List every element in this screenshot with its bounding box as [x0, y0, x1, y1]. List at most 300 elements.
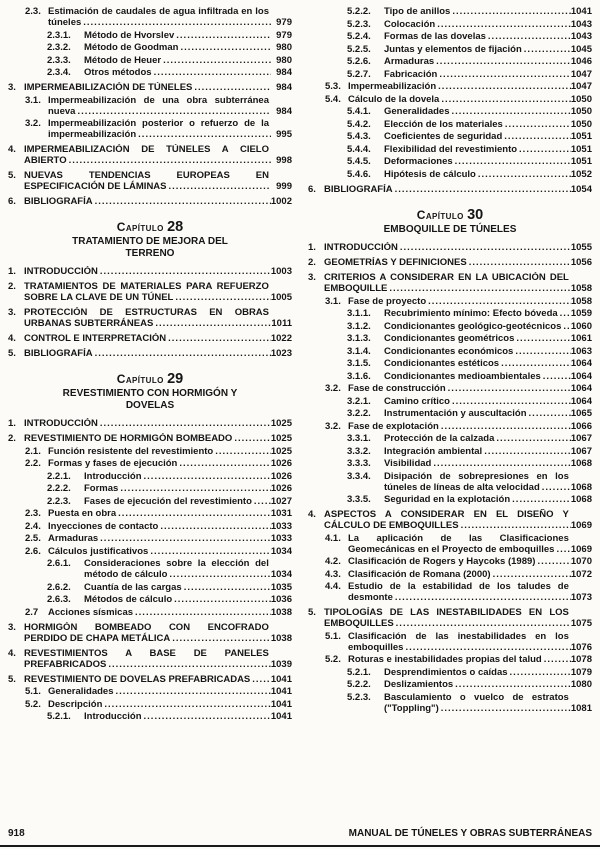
entry-number: 3.2.1. [347, 395, 371, 407]
entry-page-number: 1003 [270, 266, 292, 277]
entry-number: 5. [308, 607, 316, 618]
entry-number: 2.6. [25, 545, 41, 557]
entry-title: TRATAMIENTOS DE MATERIALES PARA REFUERZO SOBRE LA CLAVE DE UN TÚNEL ..... [24, 281, 271, 303]
toc-entry [308, 19, 592, 30]
entry-number: 6. [308, 183, 316, 195]
entry-number: 3.1.5. [347, 358, 371, 369]
entry-page-number: 979 [276, 17, 292, 28]
chapter-label: Capítulo [416, 207, 464, 222]
entry-number: 2.7 [25, 606, 39, 618]
entry-number: 2.3. [25, 6, 41, 17]
entry-title: PROTECCIÓN DE ESTRUCTURAS EN OBRAS URBANAS SUBTERRÁNEAS ..... [24, 307, 271, 329]
entry-number: 1. [308, 242, 316, 253]
entry-title: Formas de las dovelas ..... [384, 31, 571, 42]
entry-title: Impermeabilización de una obra subterránea nueva ..... [48, 95, 271, 117]
entry-title: Condicionantes medioambientales ..... [384, 371, 571, 382]
entry-number: 5. [8, 170, 16, 181]
footer-page-number: 918 [8, 828, 25, 839]
entry-number: 5.2.3. [347, 691, 371, 703]
entry-page-number: 1027 [270, 495, 292, 507]
entry-number: 3.1.6. [347, 370, 371, 382]
entry-number: 5.3. [325, 81, 341, 92]
entry-page-number: 1025 [270, 445, 292, 457]
chapter-title [8, 220, 292, 235]
entry-title: La aplicación de las Clasificaciones Geomecánicas en el Proyecto de emboquilles ..... [348, 533, 571, 555]
toc-entry [308, 458, 592, 469]
toc-entry [308, 308, 592, 319]
entry-page-number: 1034 [270, 545, 292, 557]
toc-entry [308, 569, 592, 580]
entry-title: Flexibilidad del revestimiento ..... [384, 144, 571, 155]
entry-number: 4.1. [325, 532, 341, 544]
entry-page-number: 1054 [570, 183, 592, 195]
chapter-number: 30 [467, 206, 484, 223]
entry-title: Recubrimiento mínimo: Efecto bóveda ..... [384, 308, 571, 319]
entry-page-number: 1031 [270, 508, 292, 519]
entry-number: 3. [308, 272, 316, 283]
toc-entry [308, 421, 592, 432]
chapter-label: Capítulo [116, 372, 164, 386]
entry-title: Estudio de la estabilidad de los taludes de desmonte ..... [348, 581, 571, 603]
toc-entry [308, 607, 592, 629]
entry-number: 3.1. [25, 94, 41, 106]
entry-page-number: 1068 [570, 458, 592, 469]
entry-title: Basculamiento o vuelco de estratos ("Toppling") ..... [384, 692, 571, 714]
entry-number: 3.1.1. [347, 308, 371, 319]
entry-page-number: 1047 [570, 68, 592, 80]
entry-number: 3.3.5. [347, 494, 371, 505]
entry-number: 3.2. [325, 383, 341, 394]
entry-number: 3.1.4. [347, 345, 371, 357]
entry-page-number: 1072 [570, 568, 592, 580]
entry-number: 5.4.6. [347, 168, 371, 180]
entry-page-number: 1050 [570, 93, 592, 105]
entry-title: Impermeabilización posterior o refuerzo de la impermeabilización ..... [48, 118, 271, 140]
entry-page-number: 1064 [570, 383, 592, 394]
entry-number: 4.2. [325, 556, 341, 567]
entry-number: 3. [8, 307, 16, 318]
toc-entry [308, 106, 592, 117]
entry-page-number: 1041 [270, 711, 292, 722]
toc-entry [8, 281, 292, 303]
entry-number: 4. [8, 647, 16, 659]
toc-entry [308, 44, 592, 55]
entry-number: 2.3.1. [47, 29, 71, 41]
chapter-number: 29 [167, 371, 184, 387]
toc-entry [8, 521, 292, 532]
entry-number: 3.3.2. [347, 445, 371, 457]
entry-number: 2. [308, 257, 316, 268]
toc-entry [8, 483, 292, 494]
entry-page-number: 1066 [570, 420, 592, 432]
chapter-title [308, 208, 592, 223]
chapter-subtitle: REVESTIMIENTO CON HORMIGÓN Y DOVELAS [62, 388, 238, 411]
entry-page-number: 998 [276, 155, 292, 166]
toc-entry [8, 307, 292, 329]
entry-title: Acciones sísmicas ..... [48, 607, 271, 618]
entry-page-number: 1025 [270, 418, 292, 429]
chapter-heading [8, 220, 292, 259]
entry-page-number: 1073 [570, 592, 592, 603]
chapter-heading [8, 372, 292, 411]
toc-entry [8, 533, 292, 544]
toc-entry [8, 508, 292, 519]
toc-entry [308, 408, 592, 419]
entry-page-number: 1026 [270, 458, 292, 469]
entry-title: Armaduras ..... [384, 56, 571, 67]
entry-page-number: 1080 [570, 679, 592, 690]
entry-title: Coeficientes de seguridad ..... [384, 131, 571, 142]
entry-title: REVESTIMIENTOS A BASE DE PANELES PREFABRICADOS ..... [24, 648, 271, 670]
toc-entry [308, 6, 592, 17]
entry-number: 5.1. [25, 686, 41, 697]
entry-title: BIBLIOGRAFÍA ..... [24, 196, 271, 207]
entry-page-number: 1069 [570, 520, 592, 531]
entry-page-number: 1023 [270, 348, 292, 359]
entry-number: 2.6.3. [47, 594, 71, 605]
toc-entry [308, 654, 592, 665]
entry-number: 5.2.5. [347, 43, 371, 55]
entry-title: Deformaciones ..... [384, 156, 571, 167]
entry-title: Descripción ..... [48, 699, 271, 710]
toc-entry [8, 648, 292, 670]
entry-number: 5.2.2. [347, 679, 371, 690]
entry-number: 2. [8, 281, 16, 292]
entry-page-number: 1064 [570, 395, 592, 407]
entry-page-number: 980 [276, 54, 292, 66]
entry-title: Camino crítico ..... [384, 396, 571, 407]
entry-page-number: 1063 [570, 345, 592, 357]
entry-page-number: 1047 [570, 81, 592, 92]
toc-entry [8, 118, 292, 140]
toc-entry [308, 156, 592, 167]
entry-page-number: 1025 [270, 433, 292, 444]
toc-entry [308, 94, 592, 105]
chapter-subtitle: TRATAMIENTO DE MEJORA DEL TERRENO [72, 236, 228, 259]
toc-entry [8, 348, 292, 359]
entry-page-number: 1038 [270, 632, 292, 644]
entry-page-number: 995 [276, 129, 292, 140]
entry-title: Clasificación de Rogers y Haycoks (1989) ..... [348, 556, 571, 567]
entry-title: IMPERMEABILIZACIÓN DE TÚNELES ..... [24, 82, 271, 93]
entry-number: 5.2.1. [47, 711, 71, 722]
entry-page-number: 1067 [570, 445, 592, 457]
entry-page-number: 1043 [570, 18, 592, 30]
entry-number: 3.1.2. [347, 320, 371, 332]
entry-page-number: 1035 [270, 581, 292, 593]
entry-title: Seguridad en la explotación ..... [384, 494, 571, 505]
entry-title: Método de Goodman ..... [84, 42, 271, 53]
entry-number: 2.2. [25, 458, 41, 469]
toc-entry [308, 667, 592, 678]
entry-number: 2.6.1. [47, 558, 71, 569]
entry-title: Juntas y elementos de fijación ..... [384, 44, 571, 55]
entry-page-number: 1060 [570, 320, 592, 332]
entry-title: IMPERMEABILIZACIÓN DE TÚNELES A CIELO ABIERTO ..... [24, 144, 271, 166]
toc-entry [8, 594, 292, 605]
entry-title: Consideraciones sobre la elección del método de cálculo ..... [84, 558, 271, 580]
entry-title: CONTROL E INTERPRETACIÓN ..... [24, 333, 271, 344]
toc-entry [308, 471, 592, 493]
entry-number: 5.2.3. [347, 18, 371, 30]
toc-entry [308, 383, 592, 394]
toc-entry [8, 55, 292, 66]
entry-page-number: 1051 [570, 131, 592, 142]
entry-number: 2.6.2. [47, 581, 71, 593]
entry-title: Fabricación ..... [384, 69, 571, 80]
entry-page-number: 1034 [270, 569, 292, 580]
entry-page-number: 1045 [570, 43, 592, 55]
entry-number: 3.1.3. [347, 333, 371, 344]
toc-entry [8, 266, 292, 277]
entry-title: Fases de ejecución del revestimiento ..... [84, 496, 271, 507]
toc-entry [308, 358, 592, 369]
toc-entry [8, 42, 292, 53]
entry-title: REVESTIMIENTO DE DOVELAS PREFABRICADAS ..... [24, 674, 271, 685]
entry-number: 5.4.4. [347, 143, 371, 155]
entry-title: Otros métodos ..... [84, 67, 271, 78]
toc-entry [308, 119, 592, 130]
entry-title: Armaduras ..... [48, 533, 271, 544]
toc-entry [8, 6, 292, 28]
page-footer [8, 828, 592, 840]
entry-title: Introducción ..... [84, 471, 271, 482]
entry-title: Cálculo de la dovela ..... [348, 94, 571, 105]
page-bottom-rule [0, 845, 600, 847]
entry-number: 5.4. [325, 93, 341, 105]
entry-title: Colocación ..... [384, 19, 571, 30]
entry-page-number: 1051 [570, 143, 592, 155]
entry-title: Generalidades ..... [48, 686, 271, 697]
toc-entry [308, 184, 592, 195]
toc-entry [308, 321, 592, 332]
toc-entry [8, 699, 292, 710]
entry-number: 5.2.4. [347, 31, 371, 42]
entry-page-number: 1033 [270, 533, 292, 544]
entry-number: 6. [8, 196, 16, 207]
entry-page-number: 1068 [570, 494, 592, 505]
toc-entry [8, 418, 292, 429]
entry-number: 3.3.4. [347, 470, 371, 482]
entry-page-number: 1059 [570, 308, 592, 319]
entry-page-number: 1076 [570, 641, 592, 653]
entry-title: Desprendimientos o caídas ..... [384, 667, 571, 678]
entry-title: BIBLIOGRAFÍA ..... [324, 184, 571, 195]
entry-page-number: 1046 [570, 56, 592, 67]
entry-title: Fase de proyecto ..... [348, 296, 571, 307]
toc-entry [308, 169, 592, 180]
entry-title: Roturas e inestabilidades propias del talud ..... [348, 654, 571, 665]
entry-number: 1. [8, 418, 16, 429]
entry-page-number: 1081 [570, 702, 592, 714]
entry-page-number: 1041 [570, 6, 592, 17]
entry-number: 5.4.1. [347, 106, 371, 117]
entry-page-number: 984 [276, 67, 292, 78]
entry-number: 3.2. [25, 118, 41, 129]
entry-title: Introducción ..... [84, 711, 271, 722]
entry-number: 4.4. [325, 581, 341, 592]
entry-page-number: 1050 [570, 118, 592, 130]
entry-page-number: 1041 [270, 673, 292, 685]
chapter-title [8, 372, 292, 387]
entry-page-number: 1026 [270, 483, 292, 494]
entry-number: 5.2. [325, 654, 341, 665]
entry-number: 2. [8, 433, 16, 444]
entry-title: Condicionantes geológico-geotécnicos ..... [384, 321, 571, 332]
entry-page-number: 979 [276, 29, 292, 41]
entry-number: 4. [308, 509, 316, 520]
entry-page-number: 1041 [270, 686, 292, 697]
entry-number: 2.2.2. [47, 483, 71, 494]
entry-number: 3.3.3. [347, 458, 371, 469]
entry-number: 5.4.2. [347, 118, 371, 130]
entry-title: Método de Heuer ..... [84, 55, 271, 66]
toc-entry [8, 170, 292, 192]
entry-page-number: 1033 [270, 520, 292, 532]
toc-entry [308, 371, 592, 382]
toc-entry [308, 679, 592, 690]
entry-number: 5. [8, 348, 16, 359]
entry-number: 2.1. [25, 445, 41, 457]
entry-title: INTRODUCCIÓN ..... [24, 418, 271, 429]
entry-page-number: 1075 [570, 618, 592, 629]
entry-number: 2.4. [25, 520, 41, 532]
toc-entry [308, 56, 592, 67]
chapter-heading [308, 208, 592, 236]
toc-entry [308, 272, 592, 294]
entry-number: 3. [8, 82, 16, 93]
chapter-subtitle: EMBOQUILLE DE TÚNELES [383, 223, 517, 235]
entry-title: INTRODUCCIÓN ..... [324, 242, 571, 253]
toc-entry [8, 558, 292, 580]
entry-number: 5.2.2. [347, 6, 371, 17]
entry-title: Tipo de anillos ..... [384, 6, 571, 17]
entry-title: Condicionantes estéticos ..... [384, 358, 571, 369]
toc-columns [8, 6, 592, 724]
entry-page-number: 1058 [570, 283, 592, 294]
entry-page-number: 984 [276, 82, 292, 93]
entry-number: 5.2. [25, 698, 41, 710]
entry-number: 4. [8, 333, 16, 344]
entry-title: Deslizamientos ..... [384, 679, 571, 690]
entry-page-number: 1002 [270, 196, 292, 207]
entry-number: 5.4.5. [347, 156, 371, 167]
entry-page-number: 1051 [570, 156, 592, 167]
entry-number: 5.2.7. [347, 68, 371, 80]
entry-page-number: 1078 [570, 654, 592, 665]
toc-entry [8, 82, 292, 93]
chapter-number: 28 [167, 219, 184, 235]
entry-title: GEOMETRÍAS Y DEFINICIONES ..... [324, 257, 571, 268]
toc-entry [308, 446, 592, 457]
toc-entry [8, 496, 292, 507]
entry-page-number: 1069 [570, 543, 592, 555]
entry-title: Hipótesis de cálculo ..... [384, 169, 571, 180]
toc-entry [8, 446, 292, 457]
toc-entry [308, 556, 592, 567]
entry-title: Formas ..... [84, 483, 271, 494]
entry-title: BIBLIOGRAFÍA ..... [24, 348, 271, 359]
chapter-label: Capítulo [116, 220, 164, 234]
entry-title: Fase de explotación ..... [348, 421, 571, 432]
entry-title: Disipación de sobrepresiones en los túneles de líneas de alta velocidad ..... [384, 471, 571, 493]
toc-entry [8, 30, 292, 41]
entry-page-number: 1052 [570, 168, 592, 180]
entry-title: Condicionantes geométricos ..... [384, 333, 571, 344]
toc-entry [308, 692, 592, 714]
toc-entry [308, 494, 592, 505]
entry-title: TIPOLOGÍAS DE LAS INESTABILIDADES EN LOS EMBOQUILLES ..... [324, 607, 571, 629]
entry-page-number: 1050 [570, 106, 592, 117]
entry-number: 2.2.1. [47, 470, 71, 482]
entry-title: Clasificación de Romana (2000) ..... [348, 569, 571, 580]
entry-title: Función resistente del revestimiento ..... [48, 446, 271, 457]
toc-column-1 [8, 6, 292, 724]
toc-entry [8, 458, 292, 469]
entry-page-number: 1039 [270, 658, 292, 670]
entry-page-number: 1070 [570, 556, 592, 567]
entry-page-number: 984 [276, 105, 292, 117]
entry-title: HORMIGÓN BOMBEADO CON ENCOFRADO PERDIDO DE CHAPA METÁLICA ..... [24, 622, 271, 644]
entry-title: Instrumentación y auscultación ..... [384, 408, 571, 419]
entry-title: Clasificación de las inestabilidades en los emboquilles ..... [348, 631, 571, 653]
entry-number: 5. [8, 673, 16, 685]
entry-number: 2.3.2. [47, 42, 71, 53]
toc-entry [308, 131, 592, 142]
toc-entry [308, 333, 592, 344]
entry-page-number: 1064 [570, 358, 592, 369]
entry-page-number: 999 [276, 181, 292, 192]
entry-page-number: 1011 [271, 318, 292, 329]
toc-entry [8, 433, 292, 444]
toc-entry [8, 711, 292, 722]
entry-page-number: 1038 [270, 606, 292, 618]
toc-entry [308, 144, 592, 155]
toc-entry [308, 242, 592, 253]
toc-entry [308, 81, 592, 92]
toc-entry [8, 686, 292, 697]
entry-title: Métodos de cálculo ..... [84, 594, 271, 605]
toc-entry [308, 533, 592, 555]
toc-entry [308, 69, 592, 80]
entry-page-number: 1005 [270, 292, 292, 303]
entry-title: Visibilidad ..... [384, 458, 571, 469]
toc-entry [8, 144, 292, 166]
toc-entry [8, 471, 292, 482]
entry-title: Protección de la calzada ..... [384, 433, 571, 444]
entry-page-number: 1036 [270, 594, 292, 605]
toc-column-2 [308, 6, 592, 724]
entry-number: 2.2.3. [47, 495, 71, 507]
toc-entry [8, 546, 292, 557]
entry-number: 5.2.6. [347, 56, 371, 67]
entry-page-number: 1041 [270, 698, 292, 710]
toc-entry [8, 333, 292, 344]
entry-page-number: 1058 [570, 295, 592, 307]
entry-title: CRITERIOS A CONSIDERAR EN LA UBICACIÓN DEL EMBOQUILLE ..... [324, 272, 571, 294]
footer-book-title: MANUAL DE TÚNELES Y OBRAS SUBTERRÁNEAS [348, 828, 592, 839]
entry-number: 2.5. [25, 533, 41, 544]
entry-title: Cuantía de las cargas ..... [84, 582, 271, 593]
entry-title: Cálculos justificativos ..... [48, 546, 271, 557]
entry-title: Generalidades ..... [384, 106, 571, 117]
entry-number: 3.1. [325, 295, 341, 307]
entry-page-number: 980 [276, 42, 292, 53]
entry-title: Impermeabilización ..... [348, 81, 571, 92]
entry-page-number: 1061 [570, 333, 592, 344]
entry-page-number: 1056 [570, 257, 592, 268]
entry-title: Elección de los materiales ..... [384, 119, 571, 130]
